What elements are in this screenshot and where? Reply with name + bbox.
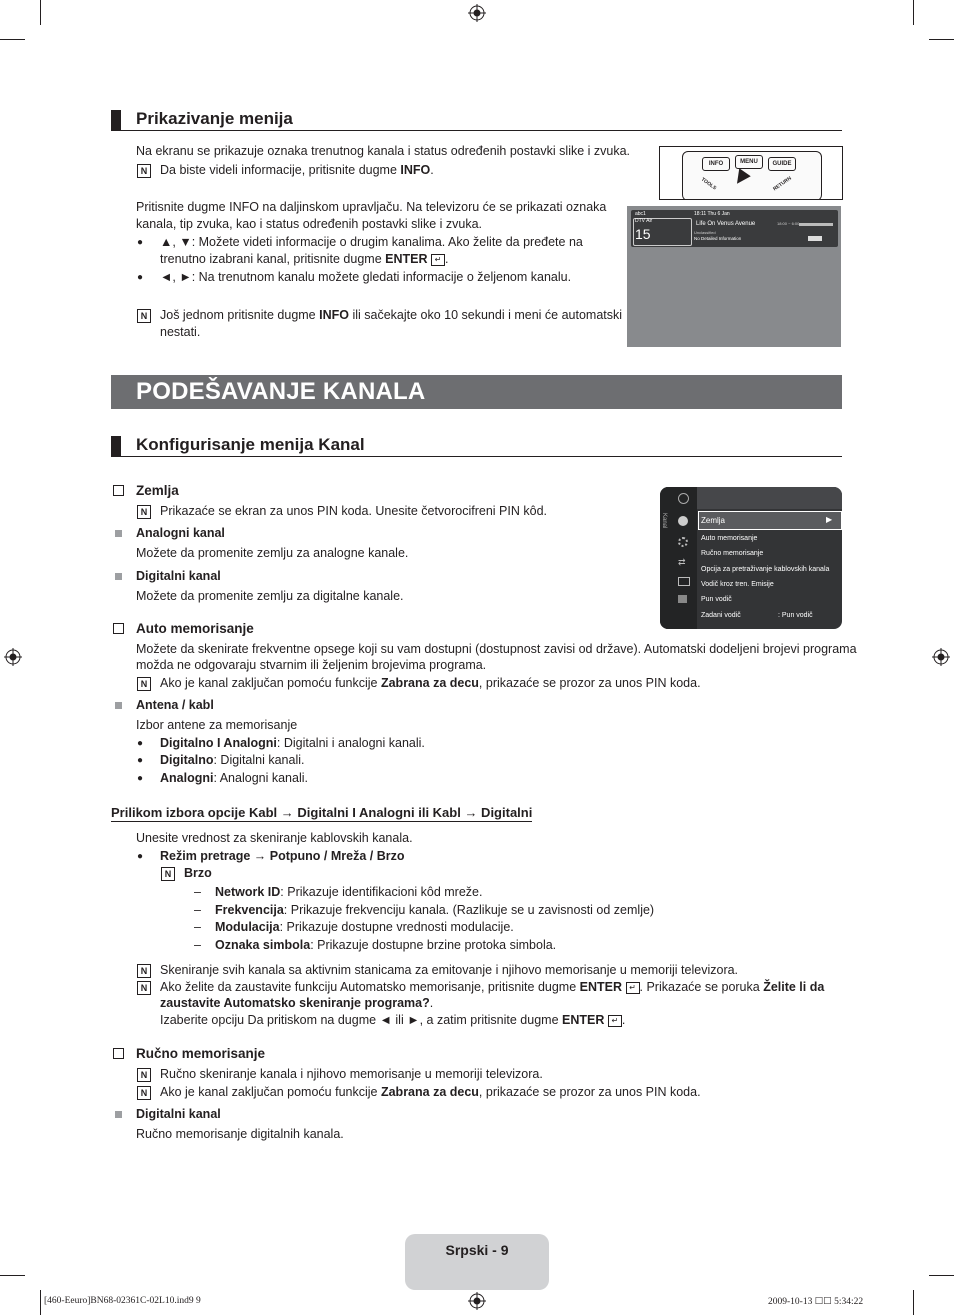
menu-item-vodic: Vodič kroz tren. Emisije	[701, 581, 774, 588]
crop-mark	[0, 1275, 25, 1276]
note-icon: N	[161, 867, 175, 881]
menu-item-zemlja: Zemlja	[701, 516, 726, 525]
note-icon: N	[137, 677, 151, 691]
setup-icon	[678, 537, 688, 547]
osd-number: 15	[635, 226, 651, 242]
osd-time: 18:11 Thu 6 Jan	[694, 211, 730, 217]
crop-mark	[0, 39, 25, 40]
checkbox-bullet-icon	[113, 1048, 124, 1059]
dash-item: Frekvencija: Prikazuje frekvenciju kanala. (Razlikuje se u zavisnosti od zemlje)	[215, 903, 655, 917]
bullet-icon: ●	[137, 773, 144, 784]
menu-button: MENU	[735, 155, 763, 169]
note-text: Brzo	[184, 866, 212, 880]
paragraph: možda ne odgovaraju stvarnim ili željenim brojevima programa.	[136, 658, 487, 672]
paragraph: Možete da skenirate frekventne opsege koji su vam dostupni (dostupnost zavisi od države). Automatski dodeljeni brojevi programa	[136, 642, 857, 656]
dash-item: Modulacija: Prikazuje dostupne vrednosti modulacije.	[215, 920, 514, 934]
note-text: Ako želite da zaustavite funkciju Automatsko memorisanje, pritisnite dugme ENTER ↵ . Prikazaće se poruka Želite li da	[160, 980, 825, 994]
osd-dtv: DTV Air	[635, 218, 653, 224]
note-icon: N	[137, 1086, 151, 1100]
guide-button: GUIDE	[768, 157, 796, 171]
enter-icon: ↵	[626, 982, 640, 994]
note-text: zaustavite Automatsko skeniranje programa?.	[160, 996, 434, 1010]
note-text: Još jednom pritisnite dugme INFO ili sačekajte oko 10 sekundi i meni će automatski	[160, 308, 623, 322]
menu-item-rucno: Ručno memorisanje	[701, 550, 764, 557]
input-icon: ⇄	[678, 557, 686, 567]
note-icon: N	[137, 164, 151, 178]
banner-title: PODEŠAVANJE KANALA	[136, 378, 426, 405]
note-icon: N	[137, 505, 151, 519]
info-button: INFO	[702, 157, 730, 171]
bullet-text: trenutno izabrani kanal, pritisnite dugme ENTER ↵ .	[160, 252, 449, 266]
menu-item-auto: Auto memorisanje	[701, 535, 758, 542]
crop-mark	[40, 0, 41, 25]
registration-mark-icon	[468, 1292, 486, 1310]
crop-mark	[929, 39, 954, 40]
square-bullet-icon	[115, 530, 122, 537]
square-bullet-icon	[115, 1111, 122, 1118]
paragraph: Ručno memorisanje digitalnih kanala.	[136, 1127, 344, 1141]
print-slug-left: [460-Eeuro]BN68-02361C-02L10.ind9 9	[44, 1296, 201, 1306]
bullet-text: ◄, ►: Na trenutnom kanalu možete gledati informacije o željenom kanalu.	[160, 270, 572, 284]
bullet-icon: ●	[137, 851, 144, 862]
osd-channel: abc1	[635, 211, 646, 217]
remote-control-image	[659, 146, 843, 200]
enter-icon: ↵	[608, 1015, 622, 1027]
subheading-zemlja: Zemlja	[136, 483, 179, 498]
osd-badge	[808, 236, 822, 241]
dash-icon: –	[194, 903, 201, 917]
dash-icon: –	[194, 885, 201, 899]
page-footer	[405, 1234, 549, 1290]
item-heading: Digitalni kanal	[136, 1107, 221, 1121]
osd-unclassified: Unclassified	[694, 230, 716, 235]
picture-icon	[678, 493, 689, 504]
osd-progress-bar	[799, 223, 833, 226]
dash-icon: –	[194, 920, 201, 934]
return-label: RETURN	[772, 175, 793, 193]
note-icon: N	[137, 981, 151, 995]
bullet-icon: ●	[137, 237, 144, 248]
arrow-right-icon: ▶	[826, 515, 833, 524]
crop-mark	[913, 1290, 914, 1315]
heading-text: Konfigurisanje menija Kanal	[136, 435, 365, 454]
subheading-auto: Auto memorisanje	[136, 621, 254, 636]
square-bullet-icon	[115, 702, 122, 709]
section-heading-konfigurisanje	[111, 436, 842, 457]
section-heading-prikazivanje	[111, 110, 842, 131]
registration-mark-icon	[4, 648, 22, 666]
paragraph: kanala, tip zvuka, kao i status određenih postavki slike i zvuka.	[136, 217, 483, 231]
paragraph: Na ekranu se prikazuje oznaka trenutnog kanala i status određenih postavki slike i zvuka.	[136, 144, 631, 158]
bullet-text: Analogni: Analogni kanali.	[160, 771, 308, 785]
dash-item: Network ID: Prikazuje identifikacioni kôd mreže.	[215, 885, 483, 899]
application-icon	[678, 577, 690, 586]
menu-item-zadani-value: : Pun vodič	[778, 612, 813, 619]
info-osd-image	[627, 206, 841, 347]
square-bullet-icon	[115, 573, 122, 580]
tools-label: TOOLS	[699, 176, 718, 192]
bullet-icon: ●	[137, 755, 144, 766]
item-heading: Analogni kanal	[136, 526, 225, 540]
menu-item-opcija: Opcija za pretraživanje kablovskih kanala	[701, 566, 830, 573]
paragraph: Možete da promenite zemlju za analogne kanale.	[136, 546, 409, 560]
paragraph: Možete da promenite zemlju za digitalne kanale.	[136, 589, 404, 603]
support-icon	[678, 595, 687, 603]
bullet-text: ▲, ▼: Možete videti informacije o drugim kanalima. Ako želite da pređete na	[160, 235, 583, 249]
subheading-rucno: Ručno memorisanje	[136, 1046, 266, 1061]
item-heading: Digitalni kanal	[136, 569, 221, 583]
osd-program-time: 18:00 ~ 6:00	[777, 221, 800, 226]
bullet-text: Režim pretrage → Potpuno / Mreža / Brzo	[160, 849, 405, 863]
bullet-icon: ●	[137, 738, 144, 749]
heading-bar	[111, 436, 121, 456]
channel-icon	[678, 516, 688, 526]
channel-menu-image	[660, 487, 842, 629]
print-slug-right: 2009-10-13 ☐☐ 5:34:22	[768, 1297, 864, 1307]
crop-mark	[913, 0, 914, 25]
note-icon: N	[137, 309, 151, 323]
dash-item: Oznaka simbola: Prikazuje dostupne brzine protoka simbola.	[215, 938, 557, 952]
note-text: Prikazaće se ekran za unos PIN koda. Unesite četvorocifreni PIN kôd.	[160, 504, 547, 518]
registration-mark-icon	[932, 648, 950, 666]
osd-program: Life On Venus Avenue	[696, 221, 756, 227]
menu-item-pun-vodic: Pun vodič	[701, 596, 732, 603]
note-text: Skeniranje svih kanala sa aktivnim stanicama za emitovanje i njihovo memorisanje u memoriji televizora.	[160, 963, 739, 977]
paragraph: Unesite vrednost za skeniranje kablovskih kanala.	[136, 831, 413, 845]
chapter-banner	[111, 375, 842, 409]
heading-text: Prikazivanje menija	[136, 109, 293, 128]
underlined-heading-kabl: Prilikom izbora opcije Kabl → Digitalni I Analogni ili Kabl → Digitalni	[111, 805, 533, 820]
bullet-text: Digitalno: Digitalni kanali.	[160, 753, 305, 767]
note-text: nestati.	[160, 325, 201, 339]
item-heading: Antena / kabl	[136, 698, 214, 712]
note-icon: N	[137, 1068, 151, 1082]
note-text: Ručno skeniranje kanala i njihovo memorisanje u memoriji televizora.	[160, 1067, 543, 1081]
paragraph: Izbor antene za memorisanje	[136, 718, 298, 732]
heading-bar	[111, 110, 121, 130]
menu-item-zadani: Zadani vodič	[701, 612, 741, 619]
note-text: Ako je kanal zaključan pomoću funkcije Zabrana za decu, prikazaće se prozor za unos PIN koda.	[160, 676, 701, 690]
checkbox-bullet-icon	[113, 623, 124, 634]
page-number: Srpski - 9	[445, 1242, 509, 1258]
note-icon: N	[137, 964, 151, 978]
crop-mark	[929, 1275, 954, 1276]
menu-side-label: Kanal	[661, 513, 667, 529]
registration-mark-icon	[468, 4, 486, 22]
paragraph: Pritisnite dugme INFO na daljinskom upravljaču. Na televizoru će se prikazati oznaka	[136, 200, 607, 214]
enter-icon: ↵	[431, 254, 445, 266]
note-text: Ako je kanal zaključan pomoću funkcije Zabrana za decu, prikazaće se prozor za unos PIN koda.	[160, 1085, 701, 1099]
osd-no-detail: No Detailed Information	[694, 236, 742, 241]
note-text: Da biste videli informacije, pritisnite dugme INFO.	[160, 163, 434, 177]
crop-mark	[40, 1290, 41, 1315]
checkbox-bullet-icon	[113, 485, 124, 496]
bullet-icon: ●	[137, 272, 144, 283]
dash-icon: –	[194, 938, 201, 952]
note-text: Izaberite opciju Da pritiskom na dugme ◄ ili ►, a zatim pritisnite dugme ENTER ↵ .	[160, 1013, 626, 1027]
bullet-text: Digitalno I Analogni: Digitalni i analogni kanali.	[160, 736, 425, 750]
